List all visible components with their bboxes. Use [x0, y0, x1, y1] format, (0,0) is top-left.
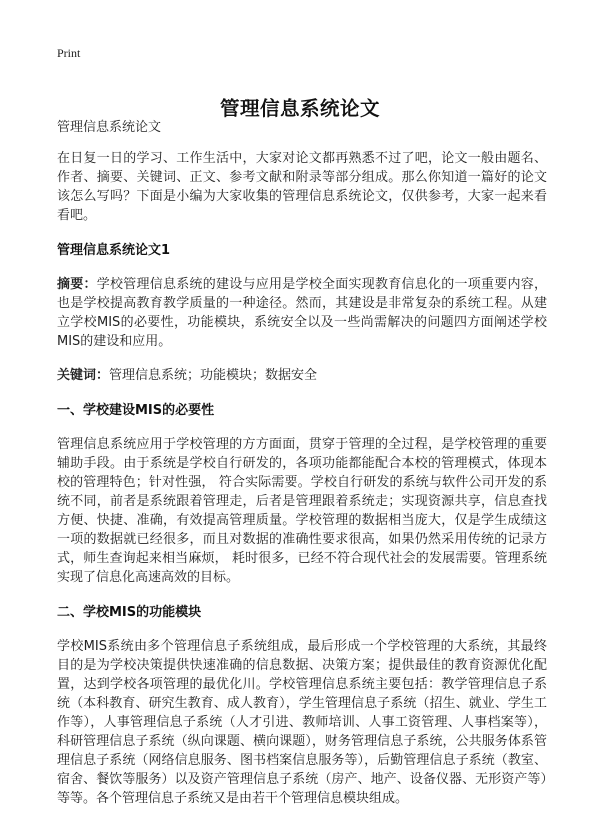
section-2-paragraph: 学校MIS系统由多个管理信息子系统组成，最后形成一个学校管理的大系统，其最终目的是为学校决策提供快速准确的信息数据、决策方案；提供最佳的教育资源优化配置，达到学校各项管理的最优化川。学校管理信息系统主要包括：教学管理信息子系统（本科教育、研究生教育、成人教育），学生管理信息子系统（招生、就业、学生工作等），人事管理信息子系统（人才引进、教师培训、人事工资管理、人事档案等），科研管理信息子系统（纵向课题、横向课题），财务管理信息子系统，公共服务体系管理信息子系统（网络信息服务、图书档案信息服务等），后勤管理信息子系统（教室、宿舍、餐饮等服务）以及资产管理信息子系统（房产、地产、设备仪器、无形资产等）等等。各个管理信息子系统又是由若干个管理信息模块组成。	[57, 639, 547, 806]
section-2-title: 二、学校MIS的功能模块	[57, 605, 202, 620]
abstract-label: 摘要：	[57, 277, 97, 292]
document-subtitle: 管理信息系统论文	[57, 120, 162, 135]
abstract-text: 学校管理信息系统的建设与应用是学校全面实现教育信息化的一项重要内容，也是学校提高教育教学质量的一种途径。然而，其建设是非常复杂的系统工程。从建立学校MIS的必要性，功能模块，系统安全以及一些尚需解决的问题四方面阐述学校MIS的建设和应用。	[57, 277, 547, 349]
intro-paragraph: 在日复一日的学习、工作生活中，大家对论文都再熟悉不过了吧，论文一般由题名、作者、摘要、关键词、正文、参考文献和附录等部分组成。那么你知道一篇好的论文该怎么写吗？下面是小编为大家收集的管理信息系统论文，仅供参考，大家一起来看看吧。	[57, 151, 547, 223]
print-link[interactable]: Print	[57, 46, 81, 60]
section-1-paragraph: 管理信息系统应用于学校管理的方方面面，贯穿于管理的全过程，是学校管理的重要辅助手段。由于系统是学校自行研发的，各项功能都能配合本校的管理模式，体现本校的管理特色；针对性强， 符合实际需要。学校自行研发的系统与软件公司开发的系统不同，前者是系统跟着管理走，后者是管理跟着系统走；实现资源共享，信息查找方便、快捷、准确，有效提高管理质量。学校管理的数据相当庞大，仅是学生成绩这一项的数据就已经很多，而且对数据的准确性要求很高，如果仍然采用传统的记录方式，师生查询起来相当麻烦， 耗时很多，已经不符合现代社会的发展需要。管理系统实现了信息化高速高效的目标。	[57, 437, 547, 585]
keywords-paragraph	[57, 366, 547, 385]
document-body	[57, 118, 547, 808]
section-1-title: 一、学校建设MIS的必要性	[57, 403, 215, 418]
page-title: 管理信息系统论文	[219, 97, 380, 121]
abstract-paragraph	[57, 275, 547, 351]
keywords-label: 关键词：	[57, 368, 110, 383]
article-title: 管理信息系统论文1	[57, 243, 171, 258]
keywords-text: 管理信息系统；功能模块；数据安全	[109, 368, 318, 383]
